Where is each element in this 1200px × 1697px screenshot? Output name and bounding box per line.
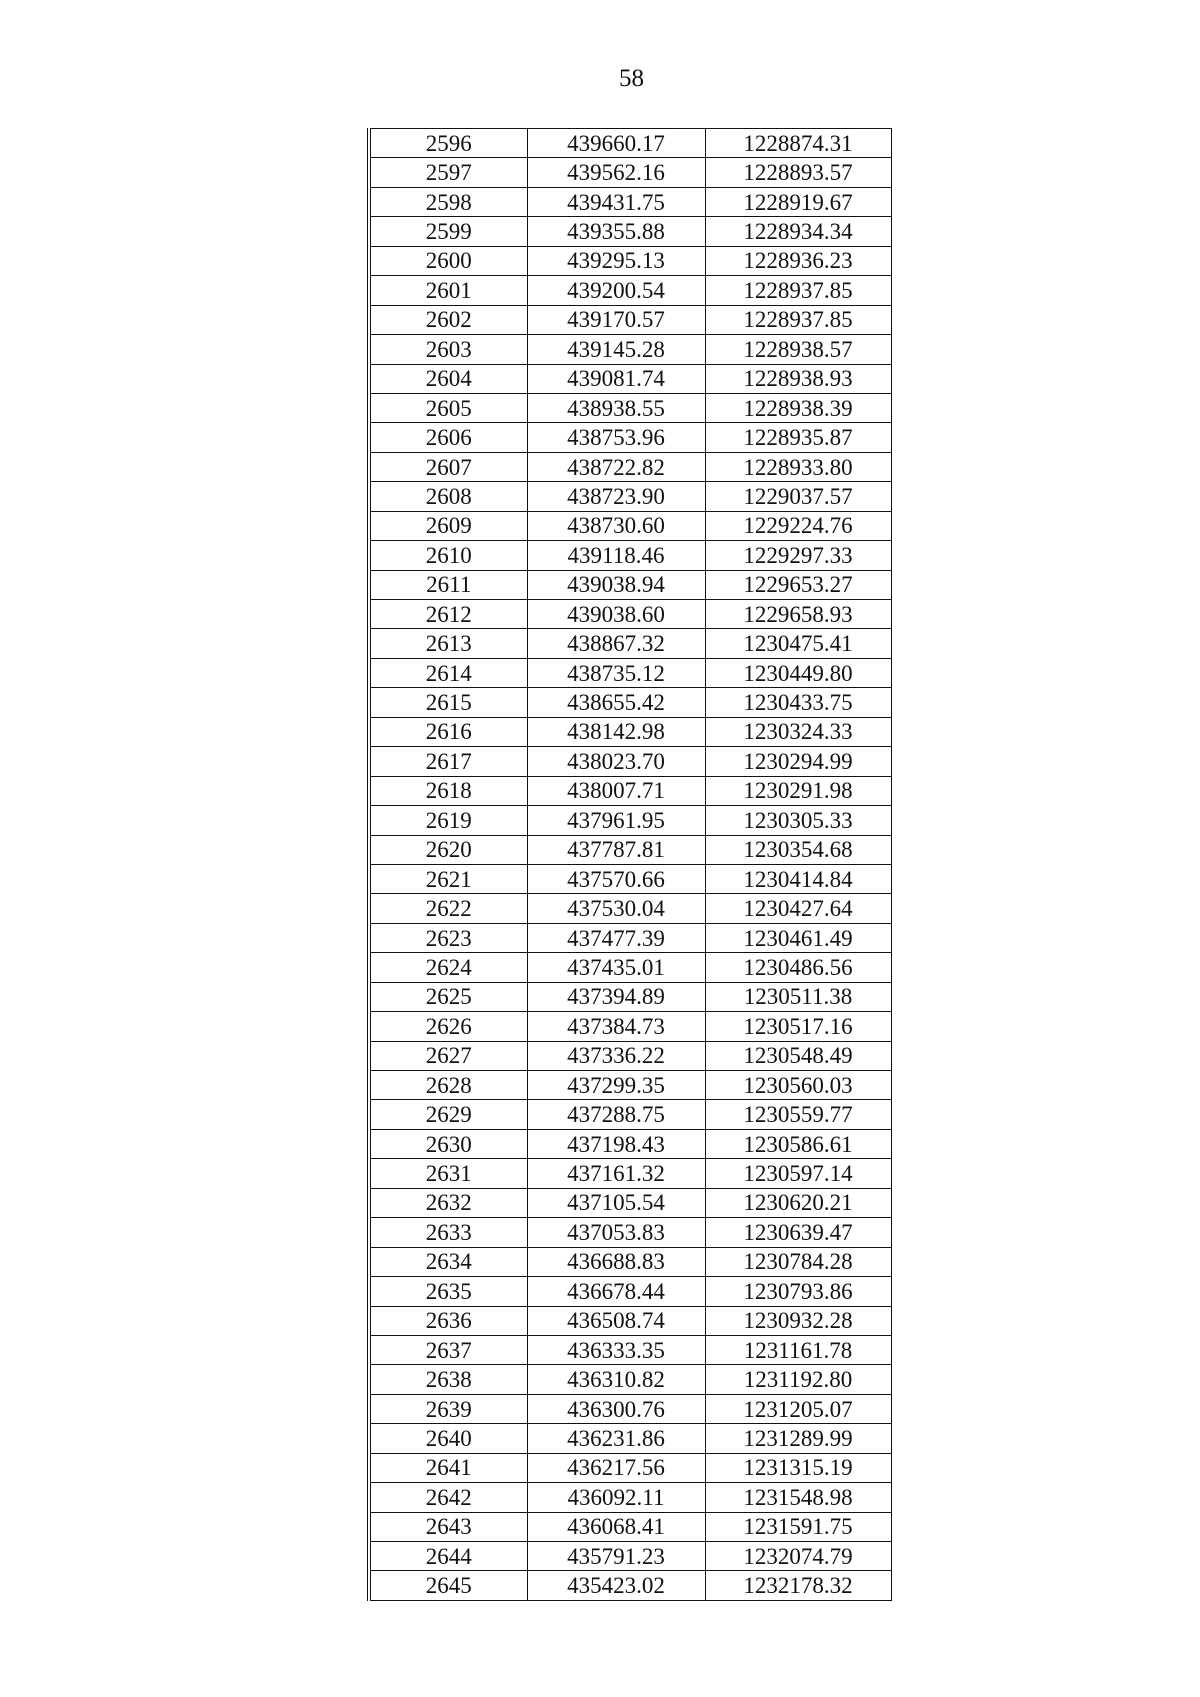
x-coordinate-cell: 436310.82: [527, 1365, 705, 1394]
y-coordinate-cell: 1229297.33: [705, 541, 891, 570]
y-coordinate-cell: 1230427.64: [705, 894, 891, 923]
table-row: [369, 1188, 891, 1217]
y-coordinate-cell: 1228936.23: [705, 246, 891, 275]
table-row: [369, 364, 891, 393]
x-coordinate-cell: 439118.46: [527, 541, 705, 570]
y-coordinate-cell: 1229037.57: [705, 482, 891, 511]
point-number-cell: 2607: [369, 452, 527, 481]
point-number-cell: 2596: [369, 129, 527, 158]
y-coordinate-cell: 1230559.77: [705, 1100, 891, 1129]
table-row: [369, 129, 891, 158]
point-number-cell: 2621: [369, 864, 527, 893]
table-row: [369, 894, 891, 923]
table-row: [369, 217, 891, 246]
x-coordinate-cell: 439431.75: [527, 187, 705, 216]
point-number-cell: 2632: [369, 1188, 527, 1217]
point-number-cell: 2605: [369, 393, 527, 422]
y-coordinate-cell: 1230586.61: [705, 1129, 891, 1158]
table-row: [369, 658, 891, 687]
point-number-cell: 2625: [369, 982, 527, 1011]
point-number-cell: 2599: [369, 217, 527, 246]
point-number-cell: 2606: [369, 423, 527, 452]
y-coordinate-cell: 1228919.67: [705, 187, 891, 216]
table-row: [369, 1218, 891, 1247]
x-coordinate-cell: 436217.56: [527, 1453, 705, 1482]
point-number-cell: 2633: [369, 1218, 527, 1247]
point-number-cell: 2603: [369, 335, 527, 364]
y-coordinate-cell: 1230597.14: [705, 1159, 891, 1188]
y-coordinate-cell: 1230932.28: [705, 1306, 891, 1335]
y-coordinate-cell: 1229224.76: [705, 511, 891, 540]
x-coordinate-cell: 439038.94: [527, 570, 705, 599]
point-number-cell: 2643: [369, 1512, 527, 1541]
table-row: [369, 1159, 891, 1188]
point-number-cell: 2639: [369, 1394, 527, 1423]
y-coordinate-cell: 1231161.78: [705, 1335, 891, 1364]
y-coordinate-cell: 1231548.98: [705, 1483, 891, 1512]
table-row: [369, 541, 891, 570]
point-number-cell: 2640: [369, 1424, 527, 1453]
table-row: [369, 452, 891, 481]
table-row: [369, 1483, 891, 1512]
table-row: [369, 864, 891, 893]
x-coordinate-cell: 436508.74: [527, 1306, 705, 1335]
point-number-cell: 2631: [369, 1159, 527, 1188]
point-number-cell: 2619: [369, 806, 527, 835]
x-coordinate-cell: 437198.43: [527, 1129, 705, 1158]
x-coordinate-cell: 437787.81: [527, 835, 705, 864]
table-row: [369, 305, 891, 334]
x-coordinate-cell: 439562.16: [527, 158, 705, 187]
table-row: [369, 158, 891, 187]
x-coordinate-cell: 439355.88: [527, 217, 705, 246]
table-row: [369, 1100, 891, 1129]
point-number-cell: 2622: [369, 894, 527, 923]
y-coordinate-cell: 1230517.16: [705, 1012, 891, 1041]
x-coordinate-cell: 438867.32: [527, 629, 705, 658]
x-coordinate-cell: 437336.22: [527, 1041, 705, 1070]
point-number-cell: 2642: [369, 1483, 527, 1512]
table-row: [369, 511, 891, 540]
table-row: [369, 688, 891, 717]
y-coordinate-cell: 1230305.33: [705, 806, 891, 835]
table-row: [369, 187, 891, 216]
table-row: [369, 982, 891, 1011]
x-coordinate-cell: 437394.89: [527, 982, 705, 1011]
y-coordinate-cell: 1230433.75: [705, 688, 891, 717]
point-number-cell: 2617: [369, 747, 527, 776]
y-coordinate-cell: 1230620.21: [705, 1188, 891, 1217]
x-coordinate-cell: 438723.90: [527, 482, 705, 511]
x-coordinate-cell: 437288.75: [527, 1100, 705, 1129]
y-coordinate-cell: 1228934.34: [705, 217, 891, 246]
table-row: [369, 1394, 891, 1423]
point-number-cell: 2636: [369, 1306, 527, 1335]
y-coordinate-cell: 1230486.56: [705, 953, 891, 982]
x-coordinate-cell: 439081.74: [527, 364, 705, 393]
table-row: [369, 1129, 891, 1158]
table-row: [369, 246, 891, 275]
table-row: [369, 953, 891, 982]
x-coordinate-cell: 437053.83: [527, 1218, 705, 1247]
x-coordinate-cell: 439200.54: [527, 276, 705, 305]
x-coordinate-cell: 435423.02: [527, 1571, 705, 1600]
table-row: [369, 1335, 891, 1364]
x-coordinate-cell: 438730.60: [527, 511, 705, 540]
x-coordinate-cell: 436333.35: [527, 1335, 705, 1364]
y-coordinate-cell: 1229653.27: [705, 570, 891, 599]
y-coordinate-cell: 1230511.38: [705, 982, 891, 1011]
y-coordinate-cell: 1228874.31: [705, 129, 891, 158]
x-coordinate-cell: 439660.17: [527, 129, 705, 158]
x-coordinate-cell: 435791.23: [527, 1542, 705, 1571]
y-coordinate-cell: 1232074.79: [705, 1542, 891, 1571]
table-row: [369, 1071, 891, 1100]
table-row: [369, 629, 891, 658]
x-coordinate-cell: 439038.60: [527, 600, 705, 629]
x-coordinate-cell: 436678.44: [527, 1277, 705, 1306]
y-coordinate-cell: 1228937.85: [705, 305, 891, 334]
table-row: [369, 335, 891, 364]
x-coordinate-cell: 437477.39: [527, 923, 705, 952]
x-coordinate-cell: 439145.28: [527, 335, 705, 364]
x-coordinate-cell: 438023.70: [527, 747, 705, 776]
x-coordinate-cell: 437105.54: [527, 1188, 705, 1217]
point-number-cell: 2616: [369, 717, 527, 746]
x-coordinate-cell: 438938.55: [527, 393, 705, 422]
table-row: [369, 747, 891, 776]
x-coordinate-cell: 438142.98: [527, 717, 705, 746]
coordinates-table-body: [369, 129, 891, 1601]
y-coordinate-cell: 1232178.32: [705, 1571, 891, 1600]
point-number-cell: 2645: [369, 1571, 527, 1600]
y-coordinate-cell: 1228933.80: [705, 452, 891, 481]
y-coordinate-cell: 1230548.49: [705, 1041, 891, 1070]
y-coordinate-cell: 1228937.85: [705, 276, 891, 305]
y-coordinate-cell: 1230324.33: [705, 717, 891, 746]
y-coordinate-cell: 1230784.28: [705, 1247, 891, 1276]
x-coordinate-cell: 437530.04: [527, 894, 705, 923]
point-number-cell: 2630: [369, 1129, 527, 1158]
x-coordinate-cell: 436300.76: [527, 1394, 705, 1423]
table-row: [369, 1277, 891, 1306]
table-row: [369, 717, 891, 746]
y-coordinate-cell: 1230639.47: [705, 1218, 891, 1247]
table-row: [369, 482, 891, 511]
table-row: [369, 1041, 891, 1070]
table-row: [369, 835, 891, 864]
y-coordinate-cell: 1229658.93: [705, 600, 891, 629]
point-number-cell: 2628: [369, 1071, 527, 1100]
point-number-cell: 2635: [369, 1277, 527, 1306]
x-coordinate-cell: 436231.86: [527, 1424, 705, 1453]
x-coordinate-cell: 438007.71: [527, 776, 705, 805]
y-coordinate-cell: 1230475.41: [705, 629, 891, 658]
point-number-cell: 2620: [369, 835, 527, 864]
x-coordinate-cell: 436688.83: [527, 1247, 705, 1276]
table-row: [369, 1306, 891, 1335]
y-coordinate-cell: 1230354.68: [705, 835, 891, 864]
point-number-cell: 2611: [369, 570, 527, 599]
x-coordinate-cell: 439170.57: [527, 305, 705, 334]
table-row: [369, 806, 891, 835]
y-coordinate-cell: 1230414.84: [705, 864, 891, 893]
y-coordinate-cell: 1230449.80: [705, 658, 891, 687]
x-coordinate-cell: 437299.35: [527, 1071, 705, 1100]
x-coordinate-cell: 437384.73: [527, 1012, 705, 1041]
table-row: [369, 1247, 891, 1276]
y-coordinate-cell: 1231315.19: [705, 1453, 891, 1482]
y-coordinate-cell: 1228938.39: [705, 393, 891, 422]
y-coordinate-cell: 1228938.93: [705, 364, 891, 393]
point-number-cell: 2612: [369, 600, 527, 629]
point-number-cell: 2634: [369, 1247, 527, 1276]
y-coordinate-cell: 1231192.80: [705, 1365, 891, 1394]
table-row: [369, 393, 891, 422]
table-row: [369, 600, 891, 629]
x-coordinate-cell: 436068.41: [527, 1512, 705, 1541]
point-number-cell: 2627: [369, 1041, 527, 1070]
table-row: [369, 1542, 891, 1571]
point-number-cell: 2644: [369, 1542, 527, 1571]
table-row: [369, 1512, 891, 1541]
point-number-cell: 2623: [369, 923, 527, 952]
point-number-cell: 2624: [369, 953, 527, 982]
table-row: [369, 776, 891, 805]
table-row: [369, 1424, 891, 1453]
point-number-cell: 2638: [369, 1365, 527, 1394]
point-number-cell: 2604: [369, 364, 527, 393]
x-coordinate-cell: 438655.42: [527, 688, 705, 717]
x-coordinate-cell: 437961.95: [527, 806, 705, 835]
point-number-cell: 2610: [369, 541, 527, 570]
y-coordinate-cell: 1230560.03: [705, 1071, 891, 1100]
point-number-cell: 2641: [369, 1453, 527, 1482]
coordinates-table: [367, 128, 892, 1601]
y-coordinate-cell: 1230793.86: [705, 1277, 891, 1306]
point-number-cell: 2618: [369, 776, 527, 805]
y-coordinate-cell: 1228938.57: [705, 335, 891, 364]
x-coordinate-cell: 438753.96: [527, 423, 705, 452]
point-number-cell: 2598: [369, 187, 527, 216]
point-number-cell: 2600: [369, 246, 527, 275]
x-coordinate-cell: 437435.01: [527, 953, 705, 982]
table-row: [369, 276, 891, 305]
y-coordinate-cell: 1230291.98: [705, 776, 891, 805]
table-row: [369, 570, 891, 599]
point-number-cell: 2601: [369, 276, 527, 305]
point-number-cell: 2629: [369, 1100, 527, 1129]
y-coordinate-cell: 1228935.87: [705, 423, 891, 452]
point-number-cell: 2602: [369, 305, 527, 334]
x-coordinate-cell: 439295.13: [527, 246, 705, 275]
table-row: [369, 923, 891, 952]
table-row: [369, 1012, 891, 1041]
point-number-cell: 2637: [369, 1335, 527, 1364]
x-coordinate-cell: 437570.66: [527, 864, 705, 893]
y-coordinate-cell: 1231205.07: [705, 1394, 891, 1423]
table-row: [369, 1453, 891, 1482]
point-number-cell: 2614: [369, 658, 527, 687]
y-coordinate-cell: 1231591.75: [705, 1512, 891, 1541]
point-number-cell: 2626: [369, 1012, 527, 1041]
point-number-cell: 2613: [369, 629, 527, 658]
point-number-cell: 2609: [369, 511, 527, 540]
x-coordinate-cell: 437161.32: [527, 1159, 705, 1188]
y-coordinate-cell: 1230461.49: [705, 923, 891, 952]
y-coordinate-cell: 1228893.57: [705, 158, 891, 187]
table-row: [369, 423, 891, 452]
point-number-cell: 2608: [369, 482, 527, 511]
x-coordinate-cell: 438735.12: [527, 658, 705, 687]
y-coordinate-cell: 1230294.99: [705, 747, 891, 776]
y-coordinate-cell: 1231289.99: [705, 1424, 891, 1453]
table-row: [369, 1365, 891, 1394]
point-number-cell: 2615: [369, 688, 527, 717]
page-number: 58: [619, 65, 644, 92]
point-number-cell: 2597: [369, 158, 527, 187]
x-coordinate-cell: 436092.11: [527, 1483, 705, 1512]
x-coordinate-cell: 438722.82: [527, 452, 705, 481]
table-row: [369, 1571, 891, 1600]
